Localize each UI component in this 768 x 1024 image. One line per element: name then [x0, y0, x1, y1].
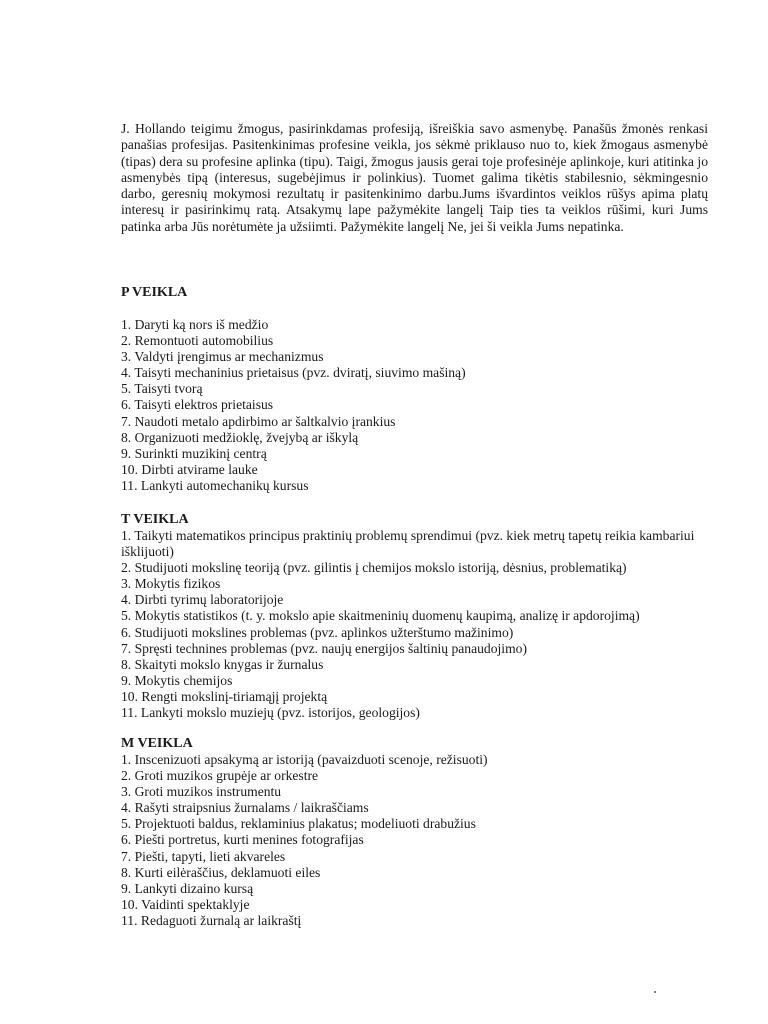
activity-list	[121, 528, 721, 721]
activity-list	[121, 317, 721, 494]
list-item: 9. Surinkti muzikinį centrą	[121, 445, 267, 461]
list-item: 5. Taisyti tvorą	[121, 381, 203, 397]
list-item: 11. Lankyti mokslo muziejų (pvz. istorijos, geologijos)	[121, 705, 420, 721]
list-item: 6. Piešti portretus, kurti menines fotografijas	[121, 832, 364, 848]
list-item: 2. Groti muzikos grupėje ar orkestre	[121, 768, 319, 784]
list-item: 11. Lankyti automechanikų kursus	[121, 477, 309, 493]
list-item: 6. Studijuoti mokslines problemas (pvz. aplinkos užterštumo mažinimo)	[121, 624, 514, 640]
list-item: 1. Taikyti matematikos principus praktinių problemų sprendimui (pvz. kiek metrų tapetų reikia kambariui išklijuoti)	[121, 528, 695, 560]
scan-speck	[654, 991, 656, 993]
list-item: 7. Naudoti metalo apdirbimo ar šaltkalvio įrankius	[121, 413, 396, 429]
section-p-veikla	[121, 285, 721, 494]
list-item: 7. Piešti, tapyti, lieti akvareles	[121, 848, 286, 864]
list-item: 5. Mokytis statistikos (t. y. mokslo apie skaitmeninių duomenų kaupimą, analizę ir apdorojimą)	[121, 608, 640, 624]
section-m-veikla	[121, 736, 721, 929]
section-title: P VEIKLA	[121, 285, 188, 300]
list-item: 1. Inscenizuoti apsakymą ar istoriją (pavaizduoti scenoje, režisuoti)	[121, 752, 488, 767]
intro-paragraph: J. Hollando teigimu žmogus, pasirinkdamas profesiją, išreiškia savo asmenybę. Panašūs žmonės renkasi panašias profesijas. Pasitenkinimas profesine veikla, jos sėkmė priklauso nuo to, kiek žmogaus asmenybė (tipas) dera su profesine aplinka (tipu). Taigi, žmogus jausis gerai toje profesinėje aplinkoje, kuri atitinka jo asmenybės tipą (interesus, sugebėjimus ir polinkius). Tuomet galima tikėtis stabilesnio, sėkmingesnio darbo, geresnių mokymosi rezultatų ir pasitenkinimo darbu.Jums išvardintos veiklos rūšys apima platų interesų ir pasirinkimų ratą. Atsakymų lape pažymėkite langelį Taip ties ta veiklos rūšimi, kuri Jums patinka arba Jūs norėtumėte ja užsiimti. Pažymėkite langelį Ne, jei ši veikla Jums nepatinka.	[121, 121, 708, 234]
list-item: 10. Vaidinti spektaklyje	[121, 896, 250, 912]
list-item: 4. Rašyti straipsnius žurnalams / laikraščiams	[121, 800, 369, 816]
section-title: T VEIKLA	[121, 512, 189, 527]
list-item: 2. Remontuoti automobilius	[121, 333, 274, 349]
list-item: 9. Mokytis chemijos	[121, 672, 233, 688]
list-item: 2. Studijuoti mokslinę teoriją (pvz. gilintis į chemijos mokslo istoriją, dėsnius, problematiką)	[121, 560, 627, 576]
list-item: 10. Rengti mokslinį-tiriamąjį projektą	[121, 688, 328, 704]
list-item: 3. Mokytis fizikos	[121, 576, 221, 592]
list-item: 10. Dirbti atvirame lauke	[121, 461, 258, 477]
list-item: 3. Valdyti įrengimus ar mechanizmus	[121, 349, 324, 365]
list-item: 4. Dirbti tyrimų laboratorijoje	[121, 592, 284, 608]
section-t-veikla	[121, 512, 721, 721]
list-item: 7. Spręsti technines problemas (pvz. naujų energijos šaltinių panaudojimo)	[121, 640, 527, 656]
list-item: 8. Kurti eilėraščius, deklamuoti eiles	[121, 864, 321, 880]
activity-list	[121, 752, 721, 929]
list-item: 5. Projektuoti baldus, reklaminius plakatus; modeliuoti drabužius	[121, 816, 476, 832]
list-item: 1. Daryti ką nors iš medžio	[121, 317, 269, 332]
list-item: 4. Taisyti mechaninius prietaisus (pvz. dviratį, siuvimo mašiną)	[121, 365, 466, 381]
section-title: M VEIKLA	[121, 736, 193, 751]
list-item: 6. Taisyti elektros prietaisus	[121, 397, 274, 413]
list-item: 3. Groti muzikos instrumentu	[121, 784, 282, 800]
list-item: 9. Lankyti dizaino kursą	[121, 880, 254, 896]
list-item: 11. Redaguoti žurnalą ar laikraštį	[121, 912, 302, 928]
list-item: 8. Skaityti mokslo knygas ir žurnalus	[121, 656, 324, 672]
list-item: 8. Organizuoti medžioklę, žvejybą ar iškylą	[121, 429, 359, 445]
